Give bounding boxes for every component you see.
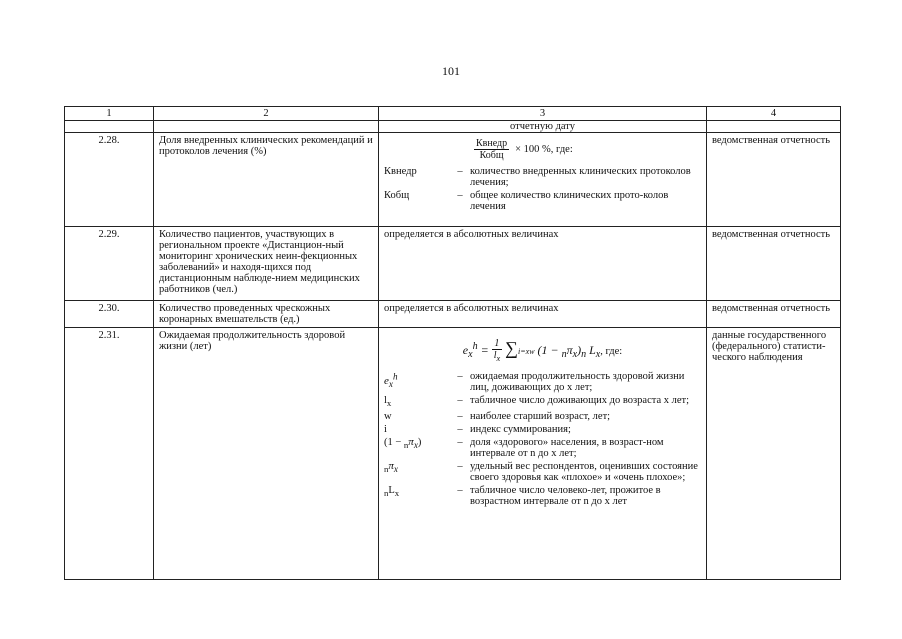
definition-item: Квнедр – количество внедренных клинических протоколов лечения; bbox=[384, 165, 701, 189]
formula bbox=[474, 138, 701, 161]
table-header-row bbox=[65, 107, 841, 121]
calculation-method: определяется в абсолютных величинах bbox=[379, 227, 707, 301]
definition-symbol: $e_x^h$ bbox=[384, 371, 398, 389]
row-number: 2.31. bbox=[65, 328, 154, 580]
definition-symbol: $_nL_x$ bbox=[384, 485, 400, 499]
definition-text: индекс суммирования; bbox=[470, 424, 571, 436]
data-source: данные государственного (федерального) статисти-ческого наблюдения bbox=[707, 328, 841, 580]
table-row bbox=[65, 227, 841, 301]
column-header: 3 bbox=[379, 107, 707, 121]
column-header: 1 bbox=[65, 107, 154, 121]
definition-symbol: $(1 - _n\pi_x)$ bbox=[384, 436, 422, 451]
calculation-method bbox=[379, 328, 707, 580]
definition-item: $(1 - _n\pi_x)$ – доля «здорового» населения, в возраст-ном интервале от n до х лет; bbox=[384, 436, 701, 460]
definition-item: Кобщ – общее количество клинических прото-колов лечения bbox=[384, 189, 701, 213]
definition-item: $_n\pi_x$ – удельный вес респондентов, оценивших состояние своего здоровья как «плохое» и «очень плохое»; bbox=[384, 460, 701, 484]
indicator-name: Количество проведенных чрескожных коронарных вмешательств (ед.) bbox=[154, 301, 379, 328]
table-row bbox=[65, 133, 841, 227]
page-number: 101 bbox=[442, 64, 460, 78]
definition-item: $l_x$ – табличное число доживающих до возраста х лет; bbox=[384, 394, 701, 410]
indicator-name: Доля внедренных клинических рекомендаций и протоколов лечения (%) bbox=[154, 133, 379, 227]
indicator-table bbox=[64, 106, 841, 580]
indicator-name: Количество пациентов, участвующих в региональном проекте «Дистанцион-ный мониторинг хронических неин-фекционных заболеваний» и находя-щихся под дистанционным наблюде-нием медицинских работников (чел.) bbox=[154, 227, 379, 301]
definition-symbol: Кобщ bbox=[384, 190, 410, 201]
formula-rest: , где: bbox=[600, 345, 623, 357]
definition-symbol: Квнедр bbox=[384, 166, 417, 177]
definition-text: доля «здорового» населения, в возраст-ном интервале от n до х лет; bbox=[470, 437, 664, 460]
column-header: 4 bbox=[707, 107, 841, 121]
definition-text: общее количество клинических прото-колов лечения bbox=[470, 190, 669, 212]
column-header: 2 bbox=[154, 107, 379, 121]
row-number: 2.30. bbox=[65, 301, 154, 328]
definition-symbol: i bbox=[384, 424, 387, 436]
definition-item: w – наиболее старший возраст, лет; bbox=[384, 410, 701, 423]
formula-fraction bbox=[474, 138, 509, 161]
definition-item: $_nL_x$ – табличное число человеко-лет, прожитое в возрастном интервале от n до х лет bbox=[384, 484, 701, 508]
row-number: 2.29. bbox=[65, 227, 154, 301]
table-row bbox=[65, 328, 841, 580]
definitions bbox=[384, 165, 701, 213]
definition-symbol: $_n\pi_x$ bbox=[384, 460, 398, 475]
data-source: ведомственная отчетность bbox=[707, 227, 841, 301]
definition-text: удельный вес респондентов, оценивших состояние своего здоровья как «плохое» и «очень плохое»; bbox=[470, 461, 698, 484]
continuation-row bbox=[65, 121, 841, 133]
calculation-method: определяется в абсолютных величинах bbox=[379, 301, 707, 328]
row-number: 2.28. bbox=[65, 133, 154, 227]
formula-numerator: Квнедр bbox=[476, 138, 508, 149]
data-source: ведомственная отчетность bbox=[707, 301, 841, 328]
table-row bbox=[65, 301, 841, 328]
definition-symbol: w bbox=[384, 411, 392, 423]
definition-text: ожидаемая продолжительность здоровой жизни лиц, доживающих до х лет; bbox=[470, 371, 685, 393]
definition-text: наиболее старший возраст, лет; bbox=[470, 411, 611, 423]
definition-symbol: $l_x$ bbox=[384, 395, 392, 409]
indicator-name: Ожидаемая продолжительность здоровой жизни (лет) bbox=[154, 328, 379, 580]
formula-denominator: Кобщ bbox=[479, 150, 504, 161]
definition-item: i – индекс суммирования; bbox=[384, 423, 701, 436]
formula-rest: × 100 %, где: bbox=[515, 144, 573, 155]
definitions bbox=[384, 370, 701, 508]
calculation-method bbox=[379, 133, 707, 227]
definition-item: $e_x^h$ – ожидаемая продолжительность здоровой жизни лиц, доживающих до х лет; bbox=[384, 370, 701, 394]
definition-text: табличное число доживающих до возраста х лет; bbox=[470, 395, 690, 406]
continuation-text: отчетную дату bbox=[379, 121, 707, 133]
definition-text: табличное число человеко-лет, прожитое в возрастном интервале от n до х лет bbox=[470, 485, 661, 508]
definition-text: количество внедренных клинических протоколов лечения; bbox=[470, 166, 691, 188]
life-expectancy-formula: $e_x^h$ = $\frac{1}{l_x}$ ∑i=xw $(1 - _n\pi_x)_n$ $L_x$, где: bbox=[462, 337, 623, 363]
data-source: ведомственная отчетность bbox=[707, 133, 841, 227]
